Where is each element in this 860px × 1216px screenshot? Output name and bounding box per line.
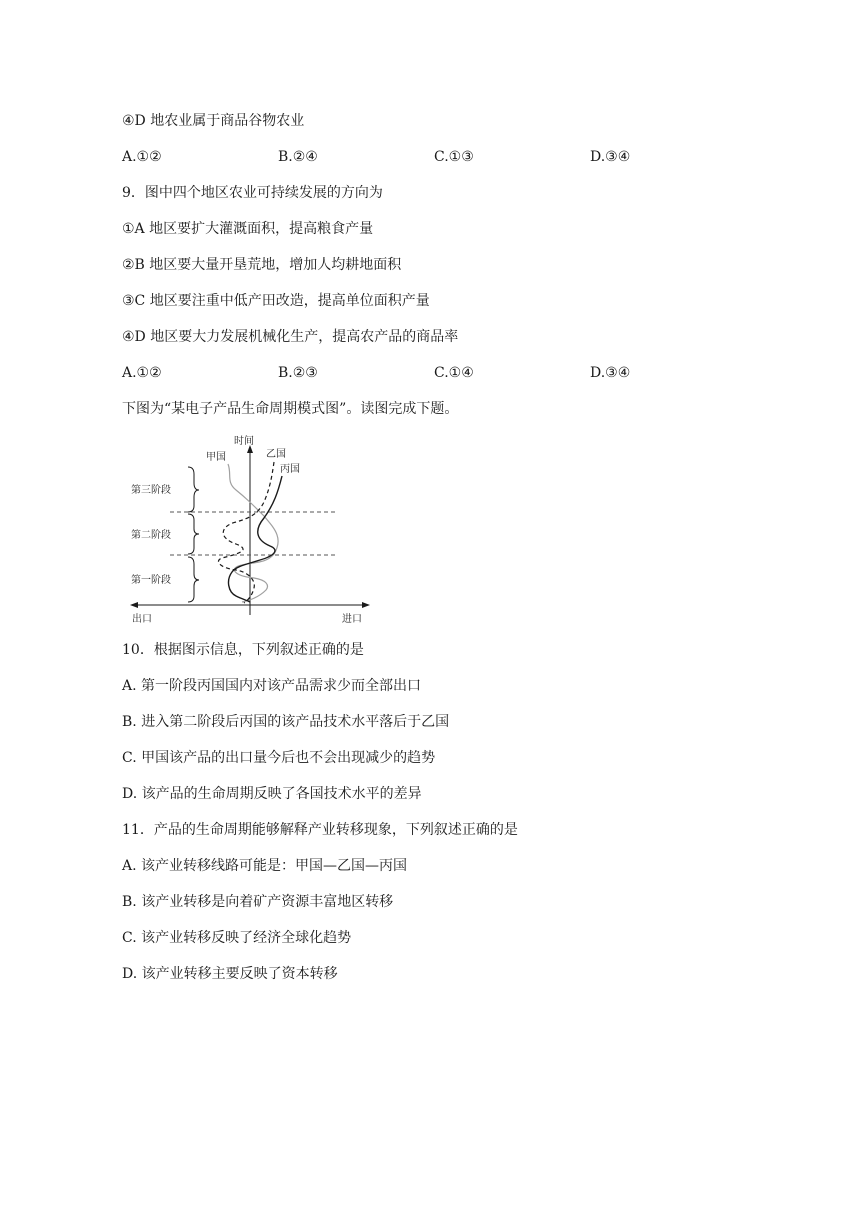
q10-option-c: C. 甲国该产品的出口量今后也不会出现减少的趋势 [122,750,436,766]
q10-option-a: A. 第一阶段丙国国内对该产品需求少而全部出口 [122,678,422,694]
q8-option-d: D.③④ [590,149,631,165]
q11-stem: 11．产品的生命周期能够解释产业转移现象，下列叙述正确的是 [122,822,518,838]
q10-stem: 10．根据图示信息，下列叙述正确的是 [122,642,364,658]
export-label: 出口 [132,614,152,625]
import-arrow-icon [362,602,370,608]
q11-option-b: B. 该产业转移是向着矿产资源丰富地区转移 [122,894,394,910]
country-bing-label: 丙国 [280,464,300,475]
q11-option-a: A. 该产业转移线路可能是：甲国—乙国—丙国 [122,858,408,874]
q9-option-b: B.②③ [278,365,318,381]
stage2-brace [188,514,199,554]
q9-option-d: D.③④ [590,365,631,381]
q9-item-4: ④D 地区要大力发展机械化生产，提高农产品的商品率 [122,329,459,345]
q8-option-c: C.①③ [434,149,474,165]
q11-option-d: D. 该产业转移主要反映了资本转移 [122,966,338,982]
curve-bing [229,476,282,602]
q9-item-2: ②B 地区要大量开垦荒地，增加人均耕地面积 [122,257,402,273]
q10-option-b: B. 进入第二阶段后丙国的该产品技术水平落后于乙国 [122,714,450,730]
stage1-label: 第一阶段 [131,575,171,586]
country-yi-label: 乙国 [266,449,286,460]
q8-item-4: ④D 地农业属于商品谷物农业 [122,113,305,129]
time-axis-label: 时间 [234,436,254,447]
figure-intro: 下图为“某电子产品生命周期模式图”。读图完成下题。 [122,401,459,417]
q9-item-3: ③C 地区要注重中低产田改造，提高单位面积产量 [122,293,430,309]
stage1-brace [188,557,199,602]
q8-option-b: B.②④ [278,149,318,165]
export-arrow-icon [130,602,138,608]
stage3-label: 第三阶段 [131,485,171,496]
q9-option-a: A.①② [122,365,162,381]
stage2-label: 第二阶段 [131,530,171,541]
product-life-cycle-diagram [124,430,374,626]
q10-option-d: D. 该产品的生命周期反映了各国技术水平的差异 [122,786,422,802]
import-label: 进口 [342,614,362,625]
q8-option-a: A.①② [122,149,162,165]
stage3-brace [188,467,199,512]
q9-item-1: ①A 地区要扩大灌溉面积，提高粮食产量 [122,221,374,237]
q9-stem: 9．图中四个地区农业可持续发展的方向为 [122,185,383,201]
country-jia-label: 甲国 [206,452,226,463]
q9-option-c: C.①④ [434,365,474,381]
q11-option-c: C. 该产业转移反映了经济全球化趋势 [122,930,352,946]
